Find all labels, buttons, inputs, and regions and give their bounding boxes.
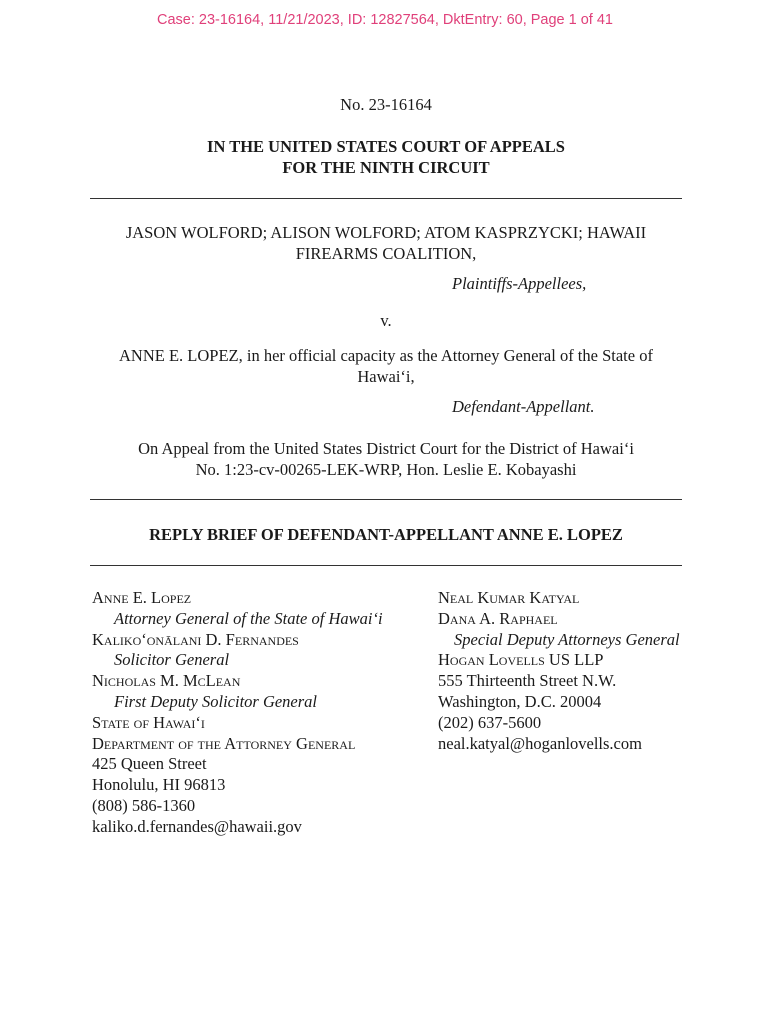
defendant-caption xyxy=(90,345,682,387)
street-address: 555 Thirteenth Street N.W. xyxy=(438,671,617,691)
counsel-title: First Deputy Solicitor General xyxy=(114,691,318,711)
phone-number: (202) 637-5600 xyxy=(438,712,542,732)
city-address: Washington, D.C. 20004 xyxy=(438,691,602,711)
counsel-title: Special Deputy Attorneys General xyxy=(454,629,680,649)
divider-rule xyxy=(90,499,682,500)
counsel-name: Neal Kumar Katyal xyxy=(438,588,580,607)
defendant-role: Defendant-Appellant. xyxy=(452,397,595,416)
counsel-name: Dana A. Raphael xyxy=(438,608,558,628)
counsel-block-right xyxy=(438,588,738,754)
counsel-block-left xyxy=(92,588,422,838)
plaintiffs-caption xyxy=(90,222,682,264)
court-line-1: IN THE UNITED STATES COURT OF APPEALS xyxy=(207,137,565,156)
law-firm: Hogan Lovells US LLP xyxy=(438,650,604,670)
defendant-line-2: Hawai‘i, xyxy=(357,367,415,386)
phone-number: (808) 586-1360 xyxy=(92,795,196,815)
counsel-title: Attorney General of the State of Hawai‘i xyxy=(114,608,383,628)
organization: State of Hawai‘i xyxy=(92,712,205,732)
email-address: neal.katyal@hoganlovells.com xyxy=(438,733,642,753)
divider-rule xyxy=(90,198,682,199)
case-number: No. 23-16164 xyxy=(340,95,432,114)
plaintiffs-line-1: JASON WOLFORD; ALISON WOLFORD; ATOM KASPRZYCKI; HAWAII xyxy=(125,223,647,242)
street-address: 425 Queen Street xyxy=(92,754,207,774)
court-caption xyxy=(90,136,682,178)
appeal-line-1: On Appeal from the United States District Court for the District of Hawai‘i xyxy=(138,439,634,458)
counsel-title: Solicitor General xyxy=(114,650,230,670)
plaintiffs-line-2: FIREARMS COALITION, xyxy=(295,244,477,263)
city-address: Honolulu, HI 96813 xyxy=(92,775,226,795)
counsel-name: Kaliko‘onālani D. Fernandes xyxy=(92,629,299,649)
defendant-line-1: ANNE E. LOPEZ, in her official capacity as the Attorney General of the State of xyxy=(119,346,653,365)
appeal-line-2: No. 1:23-cv-00265-LEK-WRP, Hon. Leslie E. Kobayashi xyxy=(195,460,577,479)
versus: v. xyxy=(380,311,392,330)
court-line-2: FOR THE NINTH CIRCUIT xyxy=(282,158,490,177)
docket-header-stamp: Case: 23-16164, 11/21/2023, ID: 12827564, DktEntry: 60, Page 1 of 41 xyxy=(157,12,613,28)
divider-rule xyxy=(90,565,682,566)
plaintiffs-role: Plaintiffs-Appellees, xyxy=(452,274,587,293)
counsel-name: Anne E. Lopez xyxy=(92,588,192,607)
email-address: kaliko.d.fernandes@hawaii.gov xyxy=(92,816,302,836)
appeal-info xyxy=(90,438,682,480)
counsel-name: Nicholas M. McLean xyxy=(92,671,241,691)
organization: Department of the Attorney General xyxy=(92,733,356,753)
brief-title: REPLY BRIEF OF DEFENDANT-APPELLANT ANNE E. LOPEZ xyxy=(149,525,623,544)
